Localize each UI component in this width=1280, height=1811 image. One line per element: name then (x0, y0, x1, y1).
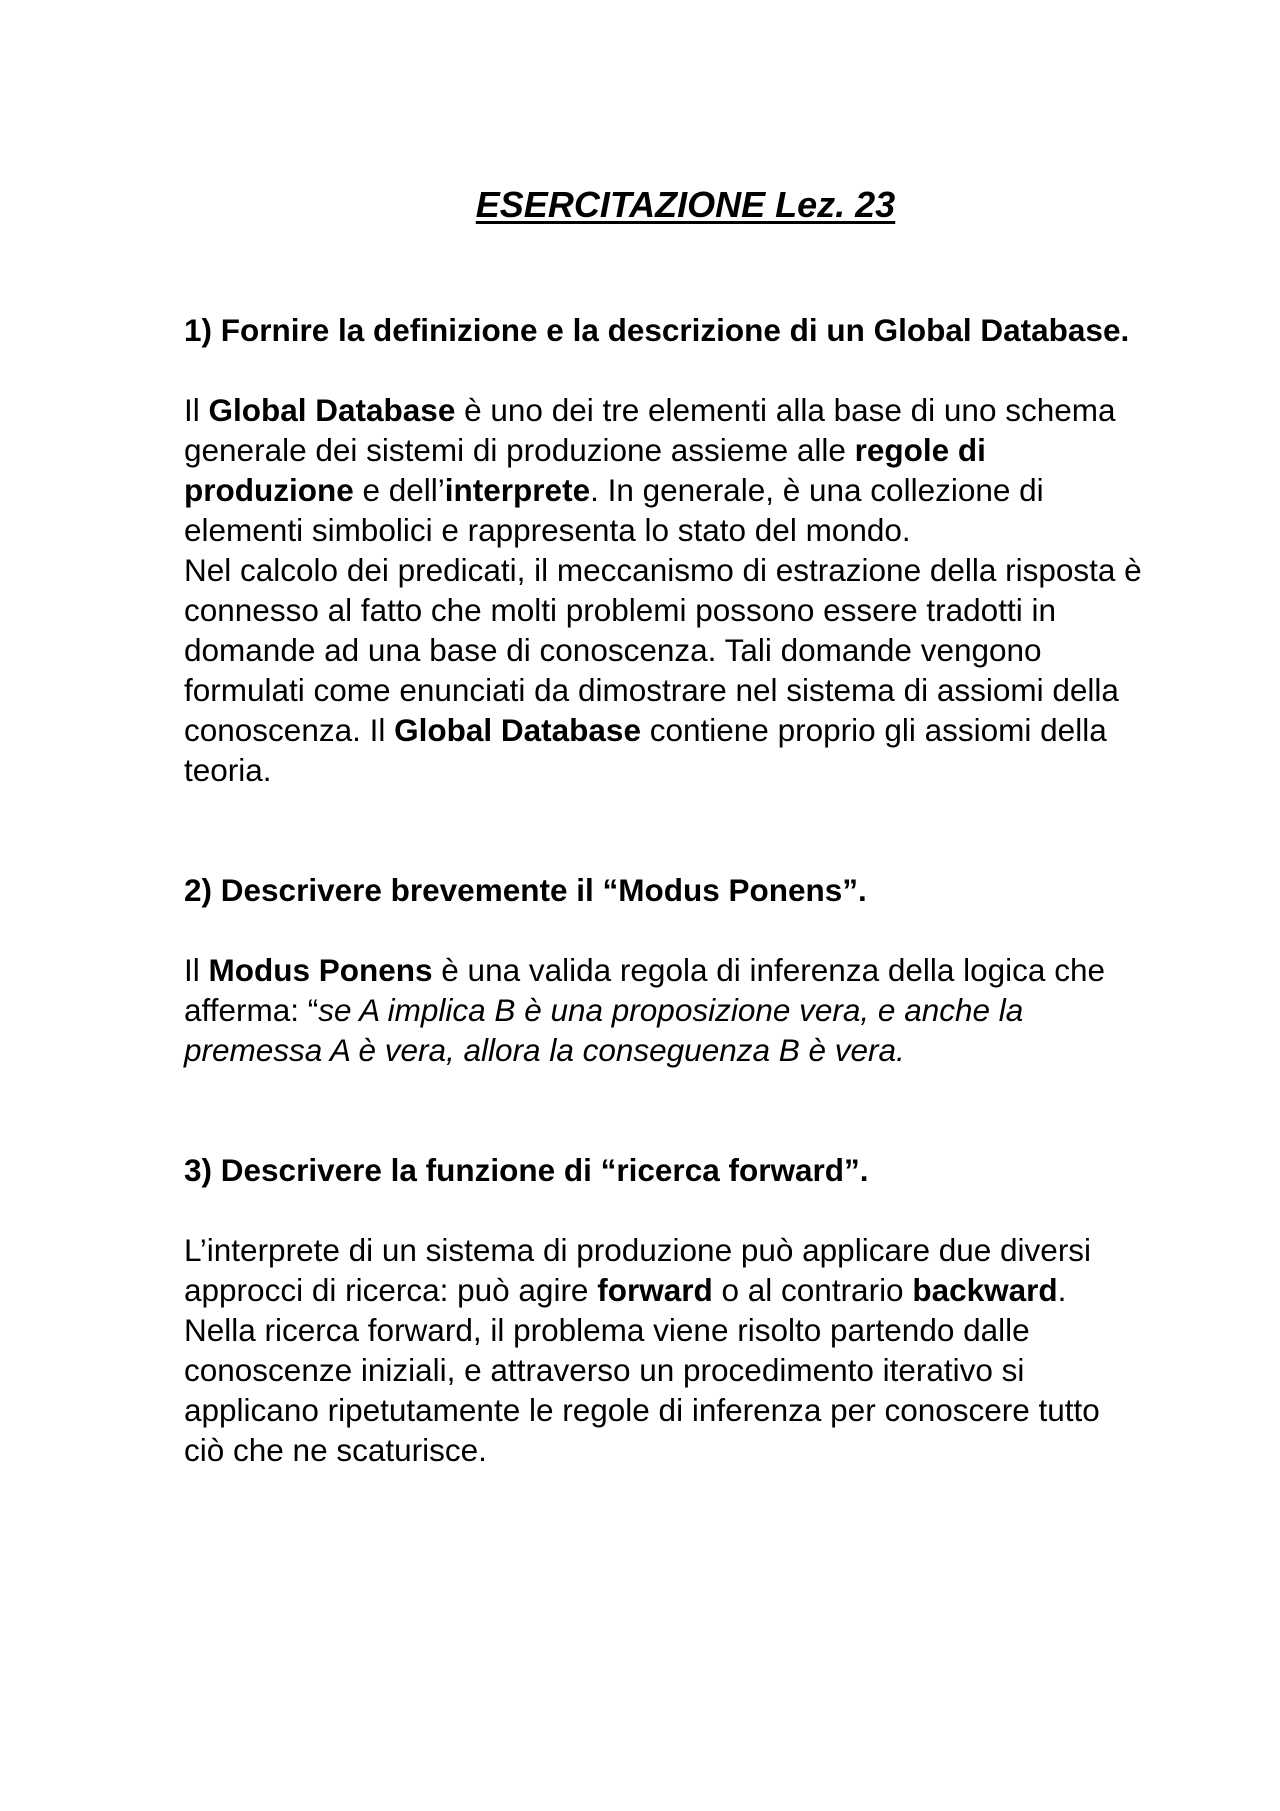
text-run: Nel calcolo dei predicati, il meccanismo di estrazione della risposta è connesso al fatto che molti problemi possono essere tradotti in domande ad una base di conoscenza. Tali domande vengono formulati come enunciati da dimostrare nel sistema di assiomi della conoscenza. Il (184, 552, 1142, 748)
text-run: L’interprete di un sistema di produzione può applicare due diversi approcci di ricerca: può agire (184, 1232, 1092, 1308)
bold-term-interprete: interprete (444, 472, 591, 508)
text-run: è uno dei tre elementi alla base di uno schema generale dei sistemi di produzione assieme alle (184, 392, 1116, 468)
question-3: 3) Descrivere la funzione di “ricerca forward”. (184, 1152, 869, 1188)
bold-term-global-database: Global Database (394, 712, 641, 748)
text-run: . Nella ricerca forward, il problema viene risolto partendo dalle conoscenze iniziali, e attraverso un procedimento iterativo si applicano ripetutamente le regole di inferenza per conoscere tutto ciò che ne scaturisce. (184, 1272, 1100, 1468)
text-run: . In generale, è una collezione di elementi simbolici e rappresenta lo stato del mondo. (184, 472, 1044, 548)
text-run: è una valida regola di inferenza della logica che afferma: “ (184, 952, 1105, 1028)
section-2 (184, 870, 1144, 1070)
text-run: Il (184, 952, 209, 988)
section-3 (184, 1150, 1144, 1470)
bold-term-forward: forward (597, 1272, 713, 1308)
text-run: Il (184, 392, 209, 428)
question-2: 2) Descrivere brevemente il “Modus Ponens”. (184, 872, 867, 908)
document-body (184, 310, 1144, 1470)
answer-2-paragraph-1 (184, 950, 1144, 1070)
text-run: contiene proprio gli assiomi della teoria. (184, 712, 1107, 788)
question-1: 1) Fornire la definizione e la descrizione di un Global Database. (184, 312, 1130, 348)
answer-1-paragraph-2 (184, 550, 1144, 790)
text-run: o al contrario (712, 1272, 913, 1308)
bold-term-regole-di-produzione: regole di produzione (184, 432, 986, 508)
bold-term-modus-ponens: Modus Ponens (208, 952, 433, 988)
bold-term-backward: backward (912, 1272, 1058, 1308)
text-run: e dell’ (353, 472, 445, 508)
section-1 (184, 310, 1144, 790)
bold-term-global-database: Global Database (208, 392, 456, 428)
answer-1-paragraph-1 (184, 390, 1144, 550)
document-title: ESERCITAZIONE Lez. 23 (475, 184, 896, 225)
italic-quote: se A implica B è una proposizione vera, e anche la premessa A è vera, allora la conseguenza B è vera. (184, 992, 1024, 1068)
answer-3-paragraph-1 (184, 1230, 1144, 1470)
